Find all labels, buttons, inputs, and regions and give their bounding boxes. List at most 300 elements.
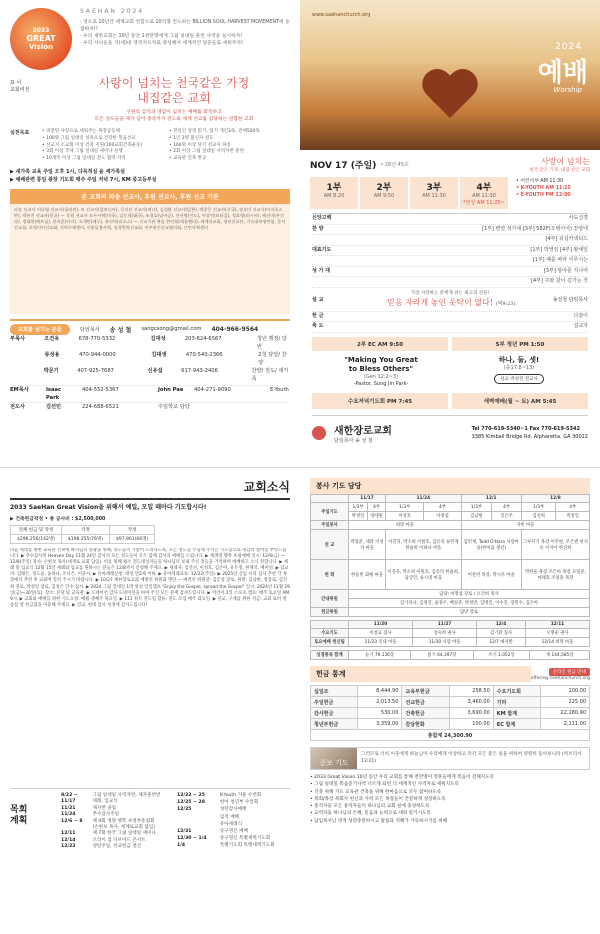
service-time: AM 9:50 — [373, 193, 395, 199]
offering-key: 십일조 — [311, 686, 358, 697]
cover-subtitle: Worship — [553, 86, 582, 94]
duty-cell: 박영일 — [349, 512, 368, 521]
news-panel — [0, 467, 300, 934]
duty-cell: 이성호 — [386, 512, 424, 521]
website-link[interactable]: www.saehanchurch.org — [312, 12, 371, 18]
staff-name: 김대성 — [150, 335, 166, 342]
offering-key: 수요기도회 — [493, 686, 540, 697]
offering-key: 건축헌금 — [402, 708, 449, 719]
offering-key: EC 합계 — [493, 719, 540, 730]
service-sub: 4부 — [368, 503, 386, 512]
plan-event: 송구영신 특별새벽기도회 — [219, 836, 271, 842]
plan-event: 특별기도회 특별새벽기도회 — [219, 843, 275, 849]
wed-label: 수요기도 — [311, 629, 349, 638]
service-box — [360, 177, 408, 209]
fund-val: $97,901(66명) — [109, 535, 154, 544]
plan-event: 한어 청년부 수련회 — [219, 800, 259, 806]
order-row — [312, 322, 588, 333]
order-row — [312, 225, 588, 236]
duty-cell: 김가리나, 김영진, 윤정우, 배성준, 박정빈, 김명진, 이수진, 장민수, 김은아 — [349, 599, 590, 608]
duty-cell: 자비 마을 — [461, 521, 589, 530]
week-head: 11/24 — [386, 495, 462, 503]
en-title: "Making You Great — [344, 355, 418, 364]
plan-date — [174, 815, 217, 822]
staff-duty: E-Youth — [270, 386, 289, 393]
plan-right — [174, 793, 290, 851]
wed-cell: 오명순 권사 — [525, 629, 589, 638]
offering-title: 헌금 통계 — [310, 666, 531, 682]
cover-slogan-sub: 천국 같은 가정, 내집 같은 교회 — [529, 168, 590, 173]
order-row — [312, 214, 588, 225]
staff-phone: 203-624-6567 — [184, 335, 222, 342]
offering-key: 주일헌금 — [311, 697, 358, 708]
intercession-image: 중보 기도 — [311, 748, 357, 769]
plan-date: 11/24 — [61, 812, 76, 818]
fund-table — [10, 525, 155, 544]
offering-key: 기타 — [493, 697, 540, 708]
offering-key: KM 합계 — [493, 708, 540, 719]
service-name: 2부 — [376, 183, 392, 193]
sermon-pre: 가장 사랑하는 분에게 쉬는 최고의 선물! — [410, 290, 490, 296]
plan-date: 8/22 ~ — [61, 793, 78, 798]
kids-service: • 어린이부 AM 11:30 — [516, 179, 564, 184]
service-sub: 4부 — [556, 503, 590, 512]
prayer-item: • 건축 위해 기도 교육관 건축을 위해 한마음으로 모두 참여하도록 — [310, 789, 442, 795]
pastor-email[interactable]: sangcsong@gmail.com — [141, 326, 202, 333]
service-name: 4부 — [476, 183, 492, 193]
order-label: 성 가 대 — [312, 267, 330, 274]
service-sub: 4부 — [424, 503, 461, 512]
order-label: 찬 양 — [312, 225, 324, 232]
order-detail: [1부] 패를 따라 이루시는 — [532, 257, 588, 263]
news-header — [10, 478, 290, 500]
order-label — [312, 256, 350, 266]
week-head: 12/8 — [521, 495, 589, 503]
wed-cell: 이창교 집사 — [349, 629, 413, 638]
staff-phone: 224-688-6521 — [82, 403, 119, 410]
midweek-services — [312, 393, 588, 409]
staff-row — [10, 402, 290, 411]
en-title: to Bless Others" — [348, 364, 414, 373]
prayer-list — [310, 774, 590, 825]
ko-ref: (출17:8~13) — [503, 364, 535, 371]
staff-name: 김선민 — [46, 403, 62, 410]
staff-row — [10, 351, 290, 367]
youth-services — [516, 177, 571, 209]
duty-cell: 박형준, 세라 이성자 마을 — [349, 530, 386, 560]
plan-date — [174, 822, 217, 829]
prayer-item: • 담임목사님 영적 성령충만하시고 말씀과 지혜가 가득하시기를 위해 — [310, 818, 448, 824]
duty-cell: 양세원 — [368, 512, 386, 521]
duty-cell: 박정일 — [556, 512, 590, 521]
church-pastor: 담임목사 송 성 철 — [334, 437, 373, 444]
wednesday-table — [310, 620, 590, 647]
order-of-service — [312, 213, 588, 333]
order-leader: 사도신경 — [568, 215, 588, 221]
service-name: 3부 — [426, 183, 442, 193]
wed-week: 11/20 — [349, 621, 413, 629]
issue-number: • 28년 45호 — [380, 162, 409, 168]
fund-col: 작정 — [61, 526, 109, 535]
bible-count: 계 144,585장 — [530, 651, 590, 660]
bible-reading-table — [310, 650, 590, 660]
prayer-item: • 교역자들 하나님의 은혜, 믿음과 능력으로 세워 맡기시도록 — [310, 811, 431, 817]
staff-phone: 404-552-5367 — [82, 386, 119, 393]
plan-date: 12/6 ~ 8 — [61, 818, 83, 824]
duty-cell: 김민재, Todd O'Hara 사랑마을(한마음 청년) — [461, 530, 521, 560]
offering-total: 총합계 24,300.90 — [311, 730, 590, 741]
goal-item: • 100명 그림 일대일 성독으로 건강한 복음선교 — [42, 135, 136, 141]
plan-date: 11/17 — [61, 799, 76, 805]
slogan-sub — [58, 109, 290, 123]
service-box — [410, 177, 458, 209]
staff-role: EM목사 — [10, 386, 29, 393]
duty-header: 봉사 기도 담당 — [310, 478, 590, 494]
offering-val: 8,444.90 — [358, 686, 402, 697]
sermon-ref: (막9:23) — [495, 300, 516, 307]
service-sub: 1/3부 — [386, 503, 424, 512]
offering-key: 교육부헌금 — [402, 686, 449, 697]
staff-role: 전도사 — [10, 403, 26, 410]
offering-key: 선교헌금 — [402, 697, 449, 708]
offering-key: 감사헌금 — [311, 708, 358, 719]
wed-cell: 11/23 진내 마을 — [349, 638, 413, 647]
staff-phone: 678-770-5332 — [78, 335, 116, 342]
notice-bullets — [10, 168, 290, 184]
staff-pill: 교회를 섬기는 분들 — [10, 324, 70, 335]
fund-col: 작정 — [109, 526, 154, 535]
goal-item: • 1인 3명 불신자 전도 — [169, 135, 214, 141]
church-name: 새한장로교회 — [334, 425, 392, 437]
wed-cell: 상숙희 권사 — [413, 629, 477, 638]
wed-corner — [311, 621, 349, 629]
staff-duty: 청년 행정/ 당번 — [256, 335, 287, 350]
staff-name: 박문기 — [43, 367, 59, 374]
order-row — [312, 246, 588, 257]
church-address: 3385 Kimball Bridge Rd. Alpharetta, GA 30022 — [471, 433, 588, 440]
news-body: 다음 세대를 위한 교육관 건축에 하나님의 영광을 위해, 성도들의 기쁨이 드러나도록, 모든 성도들 주님께 주시는 기도함으로 영감의 참여를 부탁드립니다. ▶ 추수감사절 Heaven Day 11월 24일 감사의 모든 성도들이 모두 함께 감사의 예배를 드립니다. ▶ 새생명 행복 초청예배 일시: 12/6(금) ~ 12/8(주일) 강사: 손현보 목사(세계로 교회 담임). 이를 위해 평소 전도대상자들을 하나님의 보내 주신 것들을 기억하며 예배하고 소식 전합니다. ▶ 세례 및 입교식 12월 15일 세례와 입교를 원하시는 분들은 12/8까지 신청해 주세요. ▶ 세대자: 김진선, 이성호, 김은아, 유은정, 한재석, 배미연. ▶ 입교자: 김태은, 정도윤, 윤하나, 조나은, 이준서. ▶ 유아세례신청: 대상 만2세 이하. ▶ 유아세례교육: 12/22(주일). ▶ 2025년 신임 서리 집사 추천 각 목장에서 추천 후 교회에 알려 주시기 바랍니다. ▶ 10/27 새한장로교회 예방선 위원회 명단 — 예결선 위원장: 김문장 장로, 위원: 김남현, 정장로, 김신희 장로, 박경일 장로, 김성은 안수 집사. ▶ 2024 그림 일대일 1박 영성 일일캠프 "Enjoy the Gospel, spread the Gospel" 일시: 2024년 11월 29일(금)~30일(토). 장소: 본당 및 교육관. ▶ 도네이션 감사 도네이션을 하여 주신 모든 분께 감사드립니다. ▶ 어린이 1일 스포츠 캠프: 매주 토요일 AM 9시. ▶ 교회와 예배를 위한 기도요청: 매월 셋째주 목요일. ▶ 111 취트 전도팀 합류: 전도 모임 매주 화요일. ▶ 선교, 구제를 위한 저금: 교회 로비 방송실 옆 헌금함을 이용해 주세요. ▶ 진교, 현대 감사 성경에 감사드립니다! — [10, 548, 290, 608]
date-row — [300, 150, 600, 173]
plan-event: 송구영신 예배 — [219, 829, 248, 835]
goal-item: • 2회 이상 그림 일대일 사역자반 훈련 — [169, 149, 244, 155]
church-footer — [312, 415, 588, 444]
service-duty-panel — [300, 467, 600, 934]
ministry-plan — [10, 788, 290, 851]
service-box — [310, 177, 358, 209]
order-label: 대표기도 — [312, 246, 332, 253]
sermon-messages — [312, 356, 588, 388]
offering-val: 100.00 — [540, 686, 589, 697]
ko-preacher: 설교 박성진 전교사 — [494, 374, 544, 384]
plan-event: 유아세례식 — [219, 821, 243, 827]
youth-service: 5부 청년 PM 1:50 — [452, 337, 588, 351]
fund-col: 전체 헌금 및 작정 — [11, 526, 62, 535]
plan-event: 세례, 입교식 — [92, 799, 118, 805]
fund-heading: ▶ 건축헌금작정 • 총 공사비 : $2,500,000 — [10, 517, 106, 522]
kyouth-service: • K-YOUTH AM 11:15 — [516, 186, 571, 191]
duty-cell: 박한울 목장 조은아 목장 모형준, 마태호 조성훈 목장 — [521, 560, 589, 590]
label-vision: 교회비전 — [10, 87, 30, 93]
staff-name: Isaac Park — [46, 386, 62, 401]
practice-goals — [10, 129, 290, 163]
staff-phone: 404-271-9090 — [194, 386, 231, 393]
offering-val: 3,460.00 — [449, 697, 493, 708]
duty-cell: 이찬빈 목장, 박시우 마을 — [461, 560, 521, 590]
plan-title-1: 목회 — [10, 805, 28, 815]
plan-date: 12/22 ~ 25 — [177, 793, 205, 798]
staff-section — [10, 319, 290, 411]
order-label: 축 도 — [312, 323, 324, 329]
sermon-title — [350, 296, 553, 311]
church-contact — [472, 425, 588, 441]
duty-cell: 그루터기 목장 이주현, 조은별 한지유 이지아 한진희 — [521, 530, 589, 560]
staff-phone: 407-925-7687 — [77, 367, 114, 374]
plan-event: 추수감사주일 — [92, 812, 120, 818]
duty-label: 친 교 — [311, 530, 349, 560]
goals-right — [169, 129, 290, 163]
staff-name: 신유섭 — [147, 367, 163, 374]
order-row — [312, 277, 588, 288]
service-time: AM 11:30 — [472, 193, 496, 199]
wed-week: 12/11 — [525, 621, 589, 629]
duty-cell: 이진혁, 박소희 이원호, 김유리 류민재 한윤희 이하나 마을 — [386, 530, 462, 560]
offering-val: 258.50 — [449, 686, 493, 697]
saehan-tag: SAEHAN 2024 — [80, 8, 145, 15]
en-ref: (Gen 12:2~3) — [363, 373, 399, 380]
duty-corner — [311, 495, 349, 503]
offering-table — [310, 685, 590, 741]
wed-cell: 12/14 희망 마을 — [525, 638, 589, 647]
duty-label: 주일기도 — [311, 503, 349, 521]
ec-youth-services — [312, 337, 588, 351]
intercession-box — [310, 747, 590, 770]
plan-date: 11/21 — [61, 805, 76, 811]
prayer-item: • 중직자들 모든 중직자들이 하나님의 교회 일에 충성하도록 — [310, 804, 430, 810]
order-row — [312, 235, 588, 246]
cover-slogan-main: 사랑이 넘치는 — [541, 157, 590, 166]
cover-slogan — [529, 156, 590, 173]
duty-label: 주일봉사 — [311, 521, 349, 530]
great-vision-logo — [10, 8, 72, 70]
plan-event: (손현보 목사, 세계로교회 담임) — [92, 825, 156, 831]
bible-label: 성경통독 합계 — [311, 651, 349, 660]
missionary-header: 본 교회의 파송 선교사, 후원 선교사, 후원 선교 기관 — [10, 189, 290, 204]
staff-row — [10, 367, 290, 383]
offering-key: 청년부헌금 — [311, 719, 358, 730]
duty-cell: 김남현 — [461, 512, 492, 521]
duty-label: 헌금위원 — [311, 608, 349, 617]
logo-line1: GREAT — [26, 34, 56, 43]
slogan-line2: 내집같은 교회 — [137, 91, 211, 105]
online-offering-label: 온라인 헌금 안내 — [549, 668, 590, 676]
duty-cell: 한승빈 화평 마을 — [349, 560, 386, 590]
week-head: 12/1 — [461, 495, 521, 503]
goal-item: • 10개국 이상 그림 일대일 전도 협력 사역 — [42, 156, 126, 162]
staff-duty: 2청 담당/ 찬양 — [258, 351, 287, 366]
plan-date: 12/25 ~ 28 — [177, 800, 205, 806]
bible-count: 읽기 64,397장 — [411, 651, 473, 660]
plan-date: 12/22 — [61, 844, 76, 850]
english-message — [312, 356, 450, 388]
goal-item: • 비전된 사랑으로 세워주는 목장공동체 — [42, 129, 120, 134]
offering-val: 22,180.90 — [540, 708, 589, 719]
goals-left — [42, 129, 163, 163]
duty-cell: 희망 마을 — [349, 521, 462, 530]
offering-val: 2,013.50 — [358, 697, 402, 708]
offering-header — [310, 666, 590, 682]
goal-item: • 3회 이상 국제 그림 일대일 세미나 실행 — [42, 149, 123, 155]
sermon-title-text: 믿음 자라게 놓인 옷탁이 없다! — [386, 297, 494, 307]
cover-title: 예배 — [537, 58, 588, 88]
vision-text — [80, 19, 290, 47]
plan-event: 제 7회 한국 그림 일대일 세미나 — [92, 831, 156, 837]
vision-row — [10, 8, 290, 70]
offering-val: 530.00 — [358, 708, 402, 719]
week-head: 11/17 — [349, 495, 386, 503]
fund-val: $296,256(142명) — [11, 535, 62, 544]
service-box — [460, 177, 508, 209]
duty-cell: 김신희 — [521, 512, 556, 521]
wed-cell: 11/30 사랑 마을 — [413, 638, 477, 647]
wednesday-service: 수요저녁기도회 PM 7:45 — [312, 393, 448, 409]
duty-label: 헌 화 — [311, 560, 349, 590]
new-family-notice: ▶ 새가족 교육 주일 오후 1시, 다목적실 윤 세가족실 — [10, 168, 125, 175]
church-phone: Tel 770-619-5340~1 Fax 770-619-5342 — [471, 425, 580, 432]
plan-date: 1/4 — [177, 843, 186, 849]
online-offering-link[interactable]: offering.saehanchurch.org — [530, 675, 590, 681]
order-leader: 다같이 — [573, 312, 588, 319]
plan-event: 제 4회 생명 행복 초청부흥집회 — [92, 818, 155, 824]
cover-year: 2024 — [555, 42, 582, 52]
offering-val: 225.00 — [540, 697, 589, 708]
offering-key: 감당헌화 — [402, 719, 449, 730]
building-fund — [10, 515, 290, 544]
news-title: 교회소식 — [243, 480, 290, 494]
service-time: AM 8:20 — [323, 193, 345, 199]
service-date: NOV 17 (주일) — [310, 161, 377, 171]
staff-name: 김대생 — [151, 351, 167, 358]
vision-line: · 우리 자녀들을 지(세)대 영적지도자로 양성해서 세계적인 일꾼들로 세워주자! — [80, 41, 244, 46]
service-sub: 1/3부 — [461, 503, 492, 512]
wed-label: 토요예배 헌신팀 — [311, 638, 349, 647]
slogan-sub-line: 구원의 감격과 영감이 넘치는 예배를 회복하고 — [126, 110, 222, 115]
service-name: 1부 — [326, 183, 342, 193]
order-row — [312, 312, 588, 323]
service-times — [310, 177, 590, 209]
staff-name: 오견욱 — [44, 335, 60, 342]
fund-val: $198,355(76명) — [61, 535, 109, 544]
duty-cell: 이영섭 — [424, 512, 461, 521]
plan-title-2: 계획 — [10, 816, 28, 826]
ec-service: 2부 EC AM 9:50 — [312, 337, 448, 351]
staff-phone: 470-944-0000 — [78, 351, 116, 358]
duty-cell: 담당: 여명섭 장로 / 오건희 목사 — [349, 590, 590, 599]
offering-val: 3,359.00 — [358, 719, 402, 730]
staff-header — [10, 319, 290, 335]
order-detail: [3부] 광야를 지나며 — [543, 267, 588, 274]
news-subtitle: 2033 SaeHan Great Vision을 위해서 예일, 모일 때마다 기도합시다! — [10, 504, 207, 511]
duty-cell: 이진욱, 박소희 이원호, 김유리 한윤희, 남궁민, 류시영 마을 — [386, 560, 462, 590]
pastor-phone: 404-966-9564 — [211, 325, 259, 333]
logo-year: 2033 — [32, 27, 50, 34]
online-offering — [531, 668, 590, 681]
plan-event: 성탄감사예배 — [219, 807, 247, 813]
slogan-sub-line: 모든 성도들을 제자 삼아 종족까지 전도와 세계 선교를 감당하는 연합한 교회 — [94, 117, 254, 122]
staff-role — [10, 351, 38, 367]
order-leader: 설교자 — [573, 323, 588, 329]
plan-date: 12/25 — [177, 807, 192, 813]
goal-item: • 160명 이상 단기 선교사 파송 — [169, 142, 231, 148]
staff-phone: 617-943-2406 — [181, 367, 218, 374]
wed-week: 11/27 — [413, 621, 477, 629]
cover-panel — [300, 0, 600, 467]
video-note: *영상 AM 11:25~ — [463, 200, 505, 206]
offering-val: 3,690.00 — [449, 708, 493, 719]
goal-item: • 진실인 성경 읽기, 읽기 개인3독, 전체500독 — [169, 129, 260, 134]
wed-week: 12/4 — [477, 621, 526, 629]
staff-role — [10, 367, 38, 383]
duty-label: 안내위원 — [311, 590, 349, 608]
staff-phone: 470-540-2366 — [185, 351, 223, 358]
prayer-item: • 목회/목장 목회자 헌신과 사역 모든 목장들이 건강하게 성장하도록 — [310, 796, 446, 802]
vision-panel — [0, 0, 300, 467]
plan-event: 임직 예배 — [219, 814, 240, 820]
order-label: 헌 금 — [312, 312, 324, 319]
prayer-item: • 2033 Great Vision 10년 동안 우리 교회를 통해 천만명이 영혼들에게 복음이 전해지도록 — [310, 775, 495, 780]
order-leader: 송성철 담임목사 — [552, 296, 588, 303]
service-sub: 4부 — [492, 503, 522, 512]
order-label — [312, 235, 350, 245]
duty-cell: 담당 장로 — [349, 608, 590, 617]
order-detail — [350, 214, 569, 224]
order-detail: [1부] 박영일 [4부] 왕세일 — [530, 246, 588, 253]
plan-event: 오라이 업 디브이드 콘서트 — [92, 837, 146, 843]
order-detail: [1부] 변열 성가대 [3부] 582F(오병이어) 찬양대 — [481, 225, 588, 232]
staff-row — [10, 335, 290, 351]
order-detail: [4부] 워십커넥티드 — [545, 236, 588, 242]
missionary-body: 파송 선교사 이나엽 선교사(필리핀), 조 선교사(캄보디아), 신의선 선교사(케냐), 김성환 선교사(일본), 박종웅 선교사(중국), 권오미 선교사(카자흐스탄), 박유진 선교사(몽골) — 후원 선교사 모든사역(미국), 김동희(태국), 조경호(남아공), 안선영(인도), 이강민(브라질), 정호영(러시아), 배선미(우간다), 정대현(베트남), 한지훈(터키), 오세민(페루), 유진아(라오스) — 선교기관 복음 한인회(애틀랜타), 세계선교회, 청년선교단, 기독대학생연합, 문서선교회, 오병이어선교회, 지역구제센터, 이웃돌봄사역, 성경번역선교회, 미주한인선교협의회, 난민사역센터 — [10, 204, 290, 314]
order-detail: [4부] 주와 같이 길가는 것 — [531, 278, 588, 284]
logo-line2: Vision — [28, 43, 54, 51]
plan-left — [58, 793, 174, 851]
staff-name: 류성용 — [44, 351, 60, 358]
duty-table — [310, 494, 590, 617]
service-sub: 1/3부 — [349, 503, 368, 512]
goal-item: • 교육관 건축 완공 — [169, 156, 207, 162]
staff-name: John Pae — [158, 386, 184, 393]
plan-date: 12/14 — [61, 837, 76, 843]
church-logo-icon — [312, 426, 326, 440]
pastor-label: 담임목사 — [79, 326, 100, 333]
slogan — [58, 76, 290, 106]
order-row — [312, 256, 588, 267]
ministry-plan-title — [10, 793, 58, 851]
hero-image — [300, 0, 600, 150]
order-label — [312, 277, 350, 287]
duty-cell: 길은주 — [492, 512, 522, 521]
prayer-item: • 그림 일대일 복음증거사역 너르게 되면 더 세계적인 사역자로 세워지도록 — [310, 782, 459, 788]
plan-date: 12/30 ~ 1/4 — [177, 836, 207, 842]
bible-count: 듣기 79,136장 — [349, 651, 411, 660]
order-row — [312, 267, 588, 278]
plan-date: 12/11 — [61, 831, 76, 837]
eyouth-service: • E-YOUTH PM 12:00 — [516, 193, 571, 198]
goals-heading: 실천목표 — [10, 130, 30, 136]
korean-message — [450, 356, 588, 388]
ko-title: 하나, 둘, 셋! — [498, 355, 540, 364]
offering-val: 2,111.00 — [540, 719, 589, 730]
slogan-line1: 사랑이 넘치는 천국같은 가정 — [98, 76, 250, 90]
